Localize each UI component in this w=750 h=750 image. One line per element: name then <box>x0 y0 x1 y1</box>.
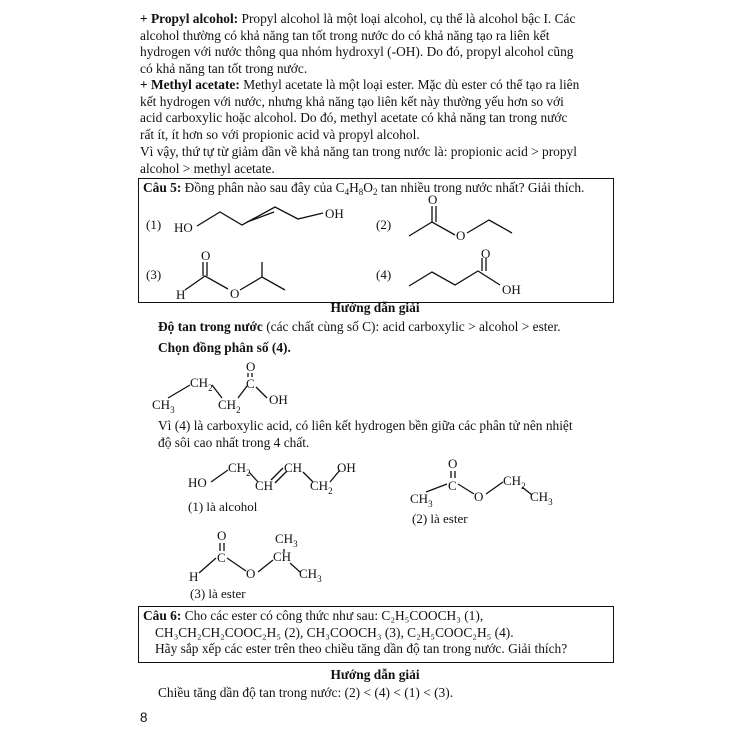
ch-label-c1a: CH <box>255 478 274 493</box>
ch3-label-c3a: $CH_3$ <box>275 531 298 549</box>
o-label-c3: O <box>217 528 227 543</box>
ch3-label: $CH_3$ <box>152 397 175 415</box>
solution-5-line-1: Độ tan trong nước (các chất cùng số C): acid carboxylic > alcohol > ester. <box>158 319 561 334</box>
solution-6-line: Chiều tăng dần độ tan trong nước: (2) < (4) < (1) < (3). <box>158 685 454 700</box>
carbonyl-o-label-4: O <box>481 246 491 261</box>
solution-6-heading: Hướng dẫn giải <box>330 667 420 682</box>
c1-double-a <box>271 468 283 480</box>
question-5-text: Câu 5: Đồng phân nào sau đây của $C_4H_8O_2$ tan nhiều trong nước nhất? Giải thích. <box>143 180 585 197</box>
ether-o-label-3: O <box>230 286 240 301</box>
question-6-text: Câu 6: Cho các ester có công thức như sau: C₂H₅COOCH₃ (1), CH₃CH₂CH₂COOC₂H₅ (2), CH₃COOCH₃ (3), C₂H₅COOC₂H₅ (4). Hãy sắp xếp các ester trên theo chiều tăng dần độ tan trong nước. Giải thích? <box>143 608 568 657</box>
ch3-label-c3b: $CH_3$ <box>299 566 322 584</box>
oh-label-5: OH <box>269 392 288 407</box>
paragraph-propyl-alcohol: + Propyl alcohol: Propyl alcohol là một loại alcohol, cụ thể là alcohol bậc I. Các alcohol thường có khả năng tan tốt trong nước do có khả năng tạo ra liên kết hydrogen với nước thông qua nhóm hydroxyl (-OH). Do đó, propyl alcohol cũng có khả năng tan tốt trong nước. <box>140 11 576 76</box>
c-label: C <box>246 376 255 391</box>
c2-bond-2 <box>458 484 474 494</box>
c1-bond-1 <box>211 470 228 482</box>
oh-label-c1: OH <box>337 460 356 475</box>
option-2-label: (2) <box>376 217 392 232</box>
ch2-label-c1b: $CH_2$ <box>310 478 333 496</box>
solution-5-heading: Hướng dẫn giải <box>330 300 420 315</box>
c2-bond-3 <box>486 482 503 494</box>
ch2-label-c1: $CH_2$ <box>228 460 251 478</box>
option-3-label: (3) <box>146 267 162 282</box>
oh-label: OH <box>325 206 344 221</box>
carbonyl-o-label: O <box>428 192 438 207</box>
solution-5-line-2: Chọn đồng phân số (4). <box>158 340 291 355</box>
c2-bond-1 <box>426 484 447 492</box>
o-label-c2: O <box>448 456 458 471</box>
option-1-label: (1) <box>146 217 162 232</box>
caption-2: (2) là ester <box>412 511 468 526</box>
h-label-c3: H <box>189 569 199 584</box>
ch-label-c3: CH <box>273 549 292 564</box>
option-4-label: (4) <box>376 267 392 282</box>
o-label: O <box>246 359 256 374</box>
paragraph-methyl-acetate: + Methyl acetate: Methyl acetate là một loại ester. Mặc dù ester có thể tạo ra liên kết hydrogen với nước, nhưng khả năng tạo liên kết này thường yếu hơn so với acid carboxylic hoặc alcohol. Do đó, methyl acetate có khả năng tan trong nước rất ít, ít hơn so với propionic acid và propyl alcohol. <box>140 77 580 142</box>
ch2-label-a: $CH_2$ <box>190 375 213 393</box>
c-label-c2: C <box>448 478 457 493</box>
ether-o-label: O <box>456 228 466 243</box>
ch-label-c1b: CH <box>284 460 303 475</box>
caption-1: (1) là alcohol <box>188 499 258 514</box>
ether-o-label-c2: O <box>474 489 484 504</box>
ch3-label-c2: $CH_3$ <box>410 491 433 509</box>
ho-label: HO <box>174 220 193 235</box>
c3-bond-3 <box>258 560 273 572</box>
c3-bond-1 <box>199 558 216 573</box>
ether-o-label-c3: O <box>246 566 256 581</box>
solution-5-line-3: Vì (4) là carboxylic acid, có liên kết hydrogen bền giữa các phân tử nên nhiệt độ sôi cao nhất trong 4 chất. <box>158 418 573 450</box>
oh-label-4: OH <box>502 282 521 297</box>
paragraph-conclusion: Vì vậy, thứ tự từ giảm dần về khả năng tan trong nước là: propionic acid > propyl alcohol > methyl acetate. <box>140 144 577 176</box>
carbonyl-o-label-3: O <box>201 248 211 263</box>
ho-label-c1: HO <box>188 475 207 490</box>
h-label: H <box>176 287 186 302</box>
ch3-label-c2b: $CH_3$ <box>530 489 553 507</box>
c-label-c3: C <box>217 550 226 565</box>
c3-bond-2 <box>227 558 246 571</box>
caption-3: (3) là ester <box>190 586 246 601</box>
ch2-label-b: $CH_2$ <box>218 397 241 415</box>
page-number: 8 <box>140 710 148 725</box>
ch2-label-c2: $CH_2$ <box>503 473 526 491</box>
